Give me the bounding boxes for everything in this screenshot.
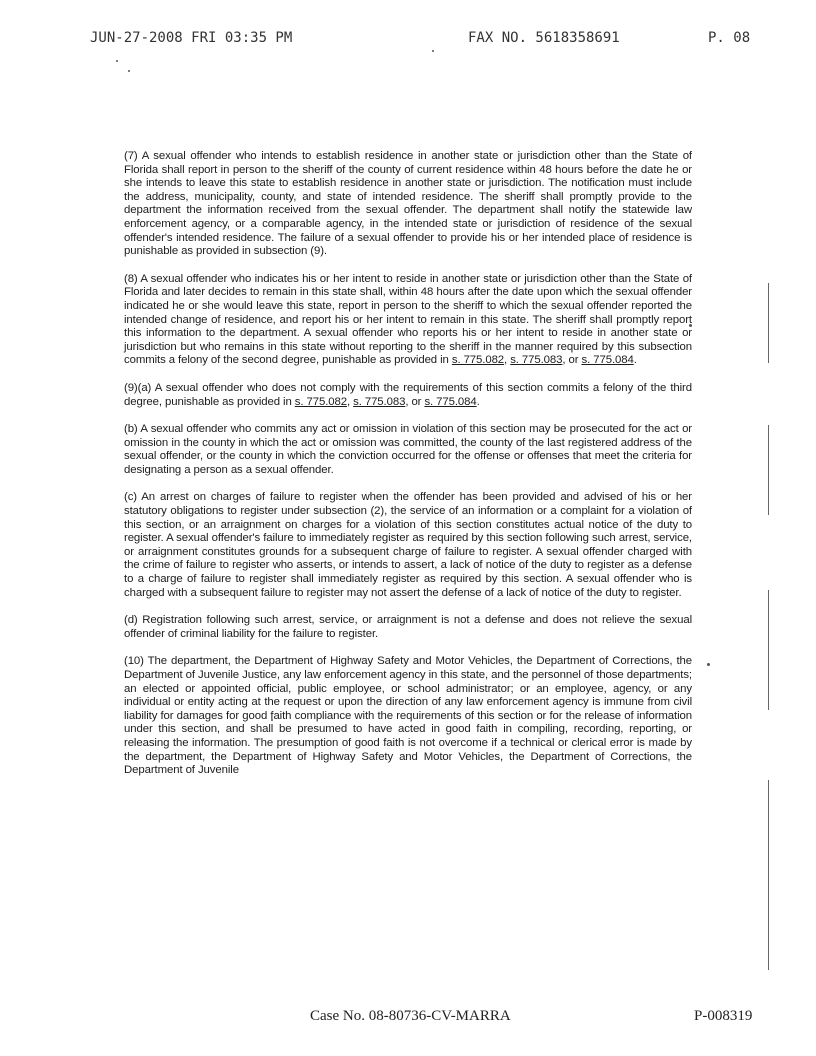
scan-edge-line [768, 425, 769, 515]
paragraph-9c: (c) An arrest on charges of failure to register when the offender has been provided and advised of his or her statutory obligations to register under subsection (2), the service of an information or a complaint for a violation of this section, or an arraignment on charges for a violation of this section constitutes actual notice of the duty to register. A sexual offender's failure to immediately register as required by this section following such arrest, service, or arraignment constitutes grounds for a subsequent charge of failure to register. A sexual offender charged with the crime of failure to register who asserts, or intends to assert, a lack of notice of the duty to register as a defense to a charge of failure to register shall immediately register as required by this section. A sexual offender who is charged with a subsequent failure to register may not assert the defense of a lack of notice of the duty to register. [124, 491, 692, 599]
scan-edge-line [768, 283, 769, 363]
page-footer [0, 1008, 816, 1028]
fax-header [0, 30, 816, 52]
ref-separator: , or [562, 354, 582, 367]
paragraph-9b: (b) A sexual offender who commits any act or omission in violation of this section may be prosecuted for the act or omission in the county in which the act or omission was committed, the county of the last registered address of the sexual offender, or the county in which the conviction occurred for the offense or offenses that meet the criteria for designating a person as a sexual offender. [124, 423, 692, 476]
scan-edge-line [768, 590, 769, 710]
ref-s-775-083[interactable]: s. 775.083 [353, 395, 406, 408]
paragraph-8 [124, 273, 692, 368]
paragraph-9a [124, 382, 692, 409]
bates-number: P-008319 [694, 1008, 753, 1024]
ref-s-775-084[interactable]: s. 775.084 [424, 395, 477, 408]
scan-speck [707, 663, 710, 666]
ref-s-775-082[interactable]: s. 775.082 [294, 395, 347, 408]
ref-end: . [633, 354, 637, 367]
fax-number: FAX NO. 5618358691 [468, 30, 620, 46]
paragraph-10: (10) The department, the Department of Highway Safety and Motor Vehicles, the Department of Corrections, the Department of Juvenile Justice, any law enforcement agency in this state, and the personnel of those departments; an elected or appointed official, public employee, or school administrator; or an employee, agency, or any individual or entity acting at the request or upon the direction of any law enforcement agency is immune from civil liability for damages for good faith compliance with the requirements of this section or for the release of information under this section, and shall be presumed to have acted in good faith in compiling, recording, reporting, or releasing the information. The presumption of good faith is not overcome if a technical or clerical error is made by the department, the Department of Highway Safety and Motor Vehicles, the Department of Corrections, the Department of Juvenile [124, 655, 692, 777]
ref-separator: , or [405, 395, 425, 408]
paragraph-9a-text: (9)(a) A sexual offender who does not comply with the requirements of this section commits a felony of the third degree, punishable as provided in [124, 381, 692, 408]
scan-speck [116, 60, 118, 62]
scan-speck [432, 50, 434, 52]
scan-speck [128, 70, 130, 72]
paragraph-7: (7) A sexual offender who intends to establish residence in another state or jurisdiction other than the State of Florida shall report in person to the sheriff of the county of current residence within 48 hours before the date he or she intends to leave this state to establish residence in another state or jurisdiction. The notification must include the address, municipality, county, and state of intended residence. The sheriff shall promptly provide to the department the information received from the sexual offender. The department shall notify the statewide law enforcement agency, or a comparable agency, in the intended state or jurisdiction of residence of the sexual offender's intended residence. The failure of a sexual offender to provide his or her intended place of residence is punishable as provided in subsection (9). [124, 150, 692, 258]
ref-s-775-082[interactable]: s. 775.082 [451, 354, 505, 367]
ref-end: . [476, 395, 480, 408]
paragraph-8-text: (8) A sexual offender who indicates his or her intent to reside in another state or jurisdiction other than the State of Florida and later decides to remain in this state shall, within 48 hours after the date upon which the sexual offender indicated he or she would leave this state, report in person to the sheriff to which the sexual offender reported the intended change of residence, and report his or her intent to remain in this state. The sheriff shall promptly report this information to the department. A sexual offender who reports his or her intent to reside in another state or jurisdiction but who remains in this state without reporting to the sheriff in the manner required by this subsection commits a felony of the second degree, punishable as provided in [124, 272, 692, 367]
ref-s-775-083[interactable]: s. 775.083 [510, 354, 563, 367]
statute-text [124, 150, 692, 792]
ref-separator: , [346, 395, 354, 408]
ref-s-775-084[interactable]: s. 775.084 [581, 354, 634, 367]
fax-datetime: JUN-27-2008 FRI 03:35 PM [90, 30, 293, 46]
ref-separator: , [504, 354, 511, 367]
scan-edge-line [768, 780, 769, 970]
paragraph-9d: (d) Registration following such arrest, service, or arraignment is not a defense and does not relieve the sexual offender of criminal liability for the failure to register. [124, 614, 692, 640]
case-number: Case No. 08-80736-CV-MARRA [310, 1008, 511, 1024]
fax-page-number: P. 08 [708, 30, 751, 46]
